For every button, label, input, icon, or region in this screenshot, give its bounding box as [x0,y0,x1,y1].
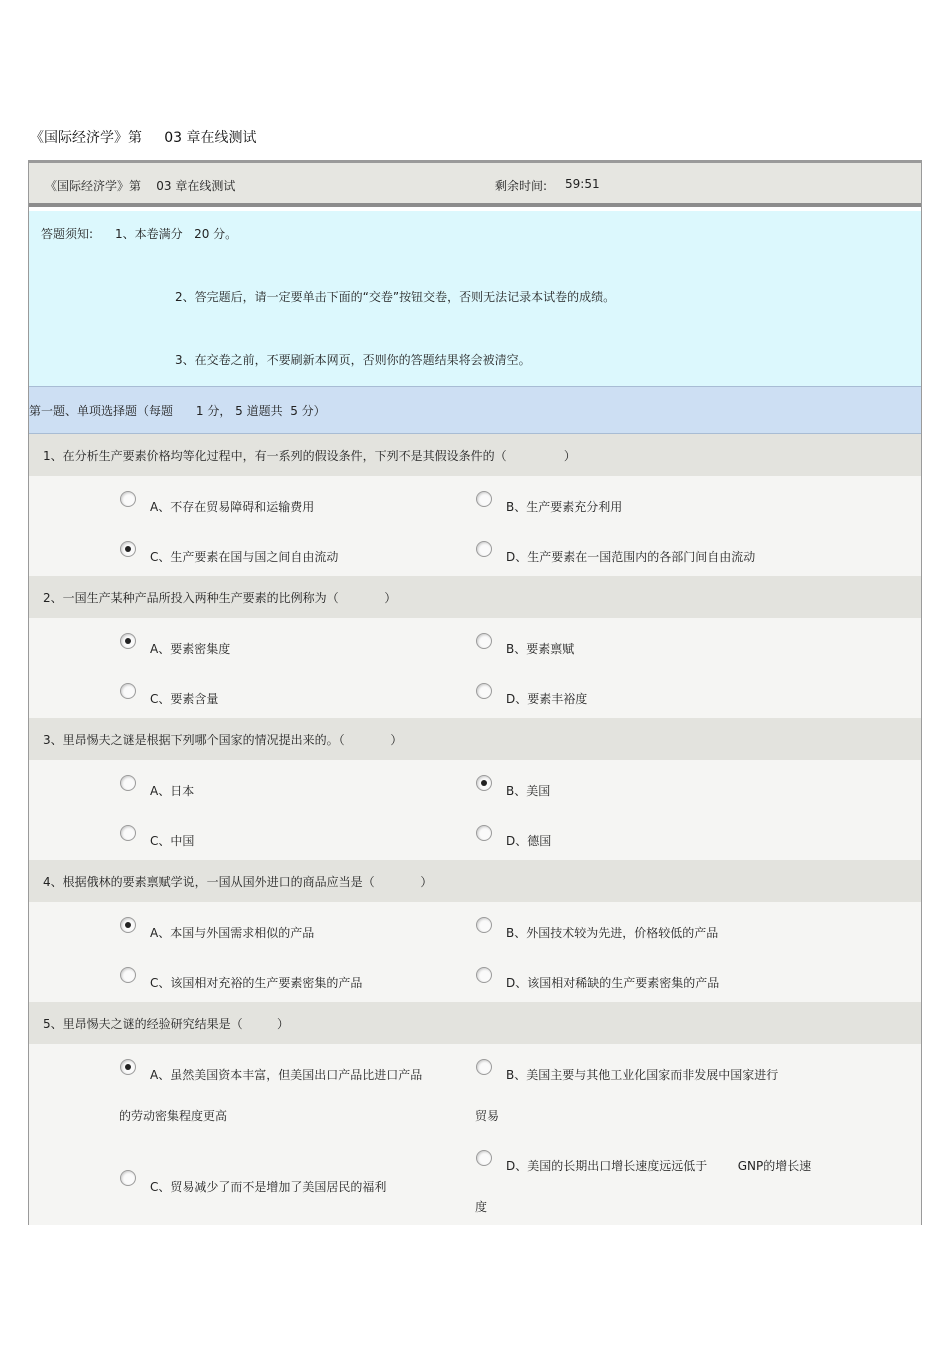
option-label: B、要素禀赋 [506,642,575,656]
radio-q2-b[interactable] [476,633,492,649]
option-label: A、要素密集度 [150,642,231,656]
option-label: B、美国主要与其他工业化国家而非发展中国家进行 [506,1068,779,1082]
option-label: C、生产要素在国与国之间自由流动 [150,550,339,564]
option-label: B、美国 [506,784,551,798]
option-label: C、贸易减少了而不是增加了美国居民的福利 [150,1180,387,1194]
radio-q4-c[interactable] [120,967,136,983]
question-text: 1、在分析生产要素价格均等化过程中，有一系列的假设条件，下列不是其假设条件的（ ） [43,449,576,463]
option-label: A、不存在贸易障碍和运输费用 [150,500,315,514]
radio-q3-d[interactable] [476,825,492,841]
option-label-continued: 的劳动密集程度更高 [119,1109,228,1123]
option-label: C、中国 [150,834,195,848]
instructions-label: 答题须知: [41,227,94,241]
timer-value: 59:51 [565,177,600,191]
radio-q1-b[interactable] [476,491,492,507]
option-label: D、该国相对稀缺的生产要素密集的产品 [506,976,720,990]
radio-q2-a[interactable] [120,633,136,649]
option-label-continued: 度 [475,1200,488,1214]
question-4-options [29,902,921,1002]
question-1-options [29,476,921,576]
radio-q4-d[interactable] [476,967,492,983]
radio-q1-d[interactable] [476,541,492,557]
option-label: D、生产要素在一国范围内的各部门间自由流动 [506,550,756,564]
option-label: D、美国的长期出口增长速度远远低于 GNP的增长速 [506,1159,812,1173]
question-text: 3、里昂惕夫之谜是根据下列哪个国家的情况提出来的。（ ） [43,733,403,747]
radio-q2-d[interactable] [476,683,492,699]
option-label: D、要素丰裕度 [506,692,588,706]
radio-q2-c[interactable] [120,683,136,699]
question-5-options [29,1044,921,1225]
radio-q3-b[interactable] [476,775,492,791]
quiz-header [29,163,921,207]
option-label: D、德国 [506,834,552,848]
question-text: 2、一国生产某种产品所投入两种生产要素的比例称为（ ） [43,591,397,605]
instruction-line: 2、答完题后，请一定要单击下面的“交卷”按钮交卷，否则无法记录本试卷的成绩。 [175,290,616,304]
radio-q4-b[interactable] [476,917,492,933]
radio-q5-b[interactable] [476,1059,492,1075]
quiz-frame [28,160,922,1225]
radio-q5-d[interactable] [476,1150,492,1166]
option-label: A、虽然美国资本丰富，但美国出口产品比进口产品 [150,1068,423,1082]
question-2 [29,576,921,618]
instructions-panel [29,211,921,386]
question-text: 4、根据俄林的要素禀赋学说，一国从国外进口的商品应当是（ ） [43,875,433,889]
question-1 [29,434,921,476]
question-4 [29,860,921,902]
radio-q5-a[interactable] [120,1059,136,1075]
radio-q3-a[interactable] [120,775,136,791]
radio-q4-a[interactable] [120,917,136,933]
option-label: B、生产要素充分利用 [506,500,623,514]
question-5 [29,1002,921,1044]
radio-q5-c[interactable] [120,1170,136,1186]
question-text: 5、里昂惕夫之谜的经验研究结果是（ ） [43,1017,289,1031]
radio-q3-c[interactable] [120,825,136,841]
section-header [29,386,921,434]
option-label-continued: 贸易 [475,1109,500,1123]
option-label: B、外国技术较为先进，价格较低的产品 [506,926,719,940]
section-title: 第一题、单项选择题（每题 1 分， 5 道题共 5 分） [29,404,326,418]
question-3-options [29,760,921,860]
radio-q1-a[interactable] [120,491,136,507]
radio-q1-c[interactable] [120,541,136,557]
option-label: A、日本 [150,784,195,798]
page-title: 《国际经济学》第 03 章在线测试 [30,130,257,146]
instruction-line: 1、本卷满分 20 分。 [115,227,238,241]
option-label: A、本国与外国需求相似的产品 [150,926,315,940]
instruction-line: 3、在交卷之前，不要刷新本网页，否则你的答题结果将会被清空。 [175,353,531,367]
timer-label: 剩余时间: [495,179,548,193]
option-label: C、要素含量 [150,692,219,706]
option-label: C、该国相对充裕的生产要素密集的产品 [150,976,363,990]
quiz-header-title: 《国际经济学》第 03 章在线测试 [45,179,236,193]
question-2-options [29,618,921,718]
question-3 [29,718,921,760]
